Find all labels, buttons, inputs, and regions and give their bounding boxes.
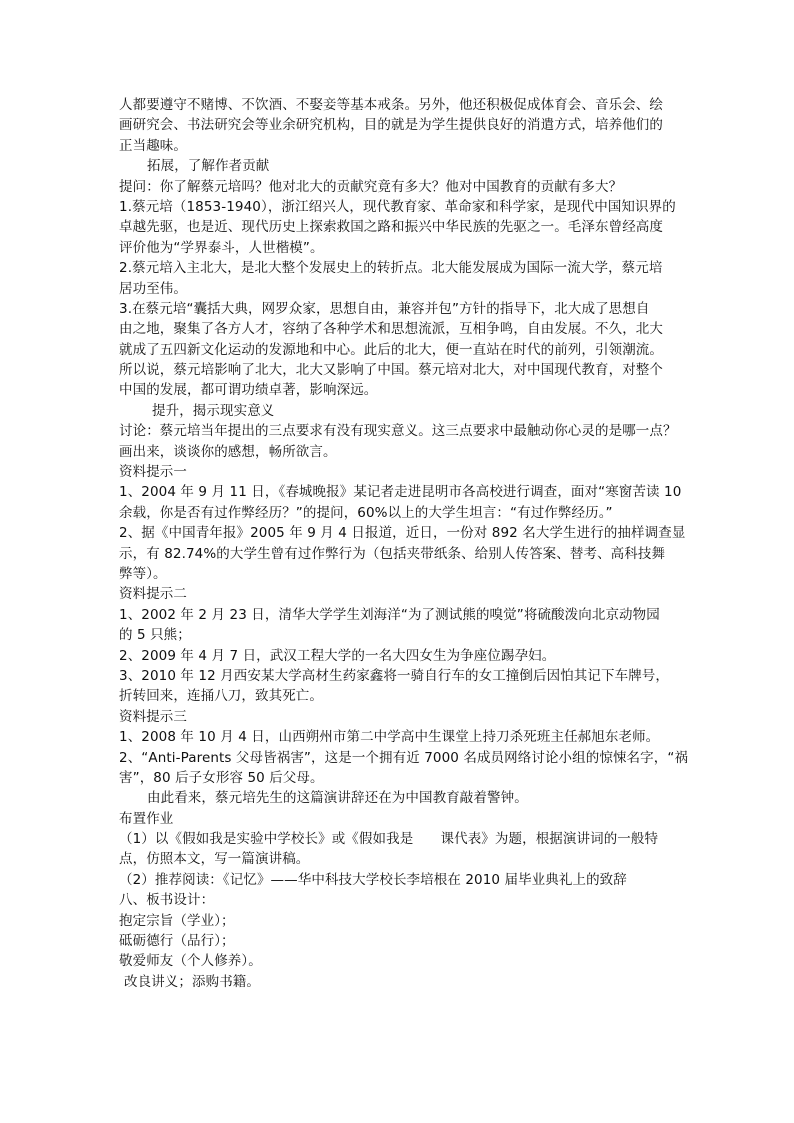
- text-line: （1）以《假如我是实验中学校长》或《假如我是 课代表》为题，根据演讲词的一般特: [119, 831, 659, 848]
- text-line: 1、2002 年 2 月 23 日，清华大学学生刘海洋“为了测试熊的嗅觉”将硫酸泼向北京动物园: [119, 606, 660, 623]
- text-line: 提问：你了解蔡元培吗？他对北大的贡献究竟有多大？他对中国教育的贡献有多大？: [119, 178, 623, 195]
- text-line: 评价他为“学界泰斗，人世楷模”。: [119, 239, 324, 256]
- text-line: 提升，揭示现实意义: [152, 402, 275, 419]
- text-line: 3.在蔡元培“囊括大典，网罗众家，思想自由，兼容并包”方针的指导下，北大成了思想自: [119, 300, 650, 317]
- text-line: 余载，你是否有过作弊经历？”的提问，60%以上的大学生坦言：“有过作弊经历。”: [119, 504, 613, 521]
- text-line: 由之地，聚集了各方人才，容纳了各种学术和思想流派，互相争鸣，自由发展。不久，北大: [119, 321, 663, 338]
- text-line: 布置作业: [119, 810, 174, 827]
- text-line: （2）推荐阅读：《记忆》——华中科技大学校长李培根在 2010 届毕业典礼上的致辞: [119, 871, 627, 888]
- text-line: 所以说，蔡元培影响了北大，北大又影响了中国。蔡元培对北大，对中国现代教育，对整个: [119, 362, 663, 379]
- text-line: 讨论：蔡元培当年提出的三点要求有没有现实意义。这三点要求中最触动你心灵的是哪一点？: [119, 423, 677, 440]
- text-line: 资料提示三: [119, 708, 187, 725]
- text-line: 改良讲义；添购书籍。: [124, 973, 260, 990]
- text-line: 就成了五四新文化运动的发源地和中心。此后的北大，便一直站在时代的前列，引领潮流。: [119, 341, 663, 358]
- text-line: 1、2008 年 10 月 4 日，山西朔州市第二中学高中生课堂上持刀杀死班主任郝旭东老师。: [119, 729, 660, 746]
- text-line: 人都要遵守不赌博、不饮酒、不娶妾等基本戒条。另外，他还积极促成体育会、音乐会、绘: [119, 97, 663, 113]
- text-line: 1、2004 年 9 月 11 日，《春城晚报》某记者走进昆明市各高校进行调查，面对“寒窗苦读 10: [119, 484, 682, 501]
- text-line: 的 5 只熊；: [119, 627, 191, 644]
- text-line: 3、2010 年 12 月西安某大学高材生药家鑫将一骑自行车的女工撞倒后因怕其记下车牌号，: [119, 667, 669, 684]
- text-line: 弊等）。: [119, 565, 167, 582]
- text-line: 点，仿照本文，写一篇演讲稿。: [119, 851, 310, 868]
- text-line: 砥砺德行（品行）；: [119, 933, 235, 950]
- text-line: 卓越先驱，也是近、现代历史上探索救国之路和振兴中华民族的先驱之一。毛泽东曾经高度: [119, 219, 663, 236]
- text-line: 画研究会、书法研究会等业余研究机构，目的就是为学生提供良好的消遣方式，培养他们的: [119, 117, 663, 134]
- text-line: 折转回来，连捅八刀，致其死亡。: [119, 688, 323, 705]
- text-line: 由此看来，蔡元培先生的这篇演讲辞还在为中国教育敲着警钟。: [147, 790, 528, 807]
- text-line: 中国的发展，都可谓功绩卓著，影响深远。: [119, 382, 378, 399]
- text-line: 资料提示二: [119, 586, 187, 603]
- text-line: 害”，80 后子女形容 50 后父母。: [119, 769, 324, 786]
- text-line: 敬爱师友（个人修养）。: [119, 953, 262, 970]
- text-line: 拓展，了解作者贡献: [147, 158, 270, 175]
- text-line: 资料提示一: [119, 464, 187, 481]
- text-line: 2、“Anti-Parents 父母皆祸害”，这是一个拥有近 7000 名成员网络讨论小组的惊悚名字，“祸: [119, 749, 689, 766]
- document-body: [119, 95, 689, 992]
- text-line: 正当趣味。: [119, 137, 187, 154]
- text-line: 八、板书设计：: [119, 892, 215, 909]
- text-line: 居功至伟。: [119, 280, 187, 297]
- text-line: 2、2009 年 4 月 7 日，武汉工程大学的一名大四女生为争座位踢孕妇。: [119, 647, 556, 664]
- text-line: 2.蔡元培入主北大，是北大整个发展史上的转折点。北大能发展成为国际一流大学，蔡元培: [119, 260, 663, 277]
- text-line: 2、据《中国青年报》2005 年 9 月 4 日报道，近日，一份对 892 名大学生进行的抽样调查显: [119, 525, 686, 542]
- text-line: 抱定宗旨（学业）；: [119, 912, 235, 929]
- text-line: 画出来，谈谈你的感想，畅所欲言。: [119, 443, 337, 460]
- text-line: 示，有 82.74%的大学生曾有过作弊行为（包括夹带纸条、给别人传答案、替考、高科技舞: [119, 545, 666, 562]
- text-line: 1.蔡元培（1853-1940），浙江绍兴人，现代教育家、革命家和科学家，是现代中国知识界的: [119, 198, 676, 215]
